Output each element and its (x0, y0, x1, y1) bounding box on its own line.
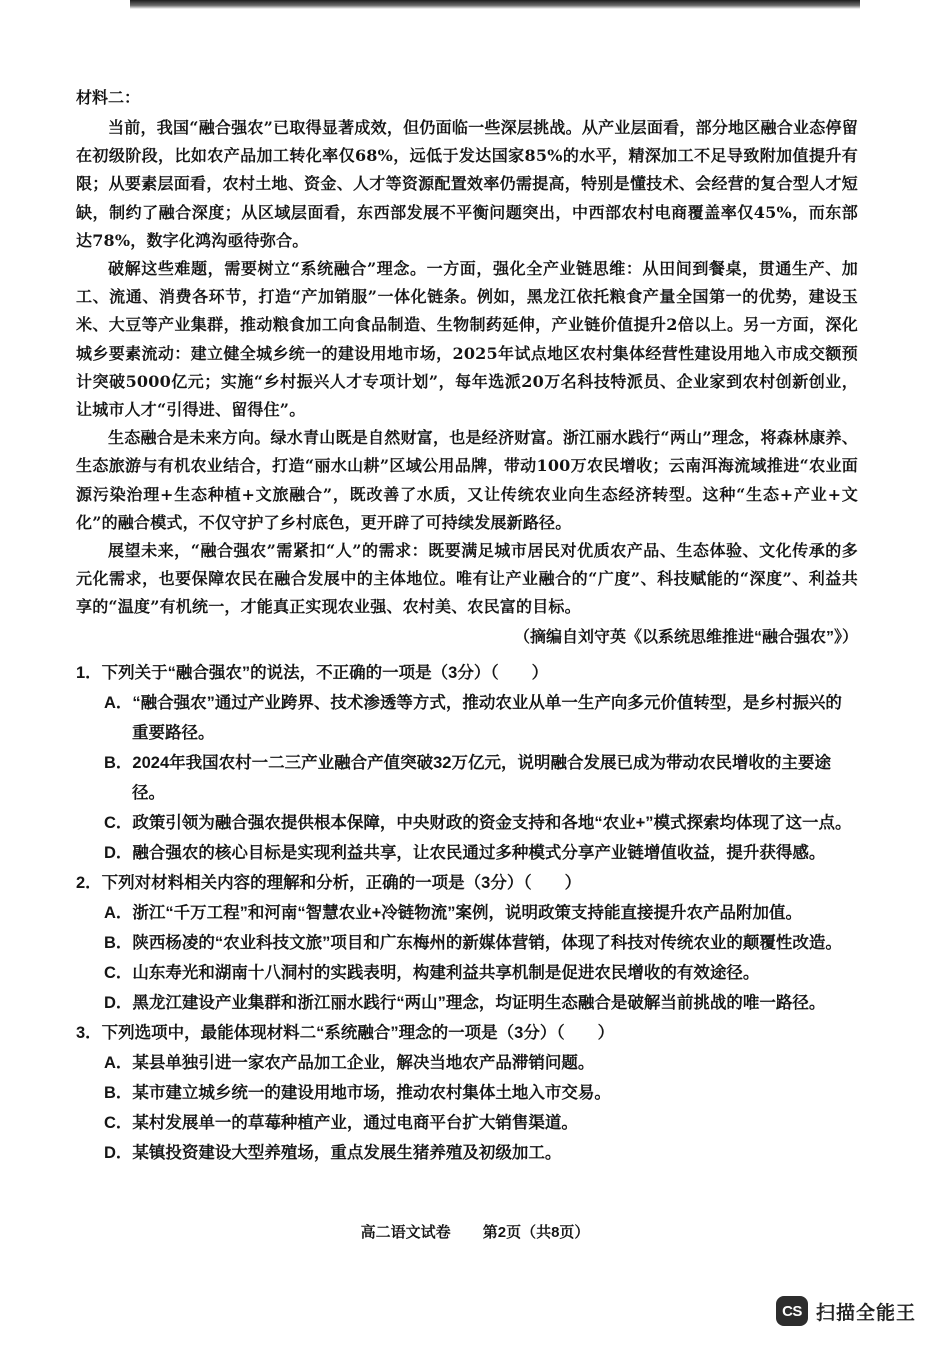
exam-page (76, 84, 858, 1168)
option-c: C．山东寿光和湖南十八洞村的实践表明，构建利益共享机制是促进农民增收的有效途径。 (104, 963, 760, 982)
option-c: C．政策引领为融合强农提供根本保障，中央财政的资金支持和各地“农业+”模式探索均体现了这一点。 (104, 813, 852, 832)
material-heading: 材料二： (76, 88, 141, 107)
question-stem: 2．下列对材料相关内容的理解和分析，正确的一项是（3分）（ ） (76, 873, 582, 892)
option-b: B．2024年我国农村一二三产业融合产值突破32万亿元，说明融合发展已成为带动农民增收的主要途径。 (104, 753, 831, 802)
camscanner-watermark (776, 1296, 916, 1326)
material-paragraph-2: 破解这些难题，需要树立“系统融合”理念。一方面，强化全产业链思维：从田间到餐桌，贯通生产、加工、流通、消费各环节，打造“产加销服”一体化链条。例如，黑龙江依托粮食产量全国第一的优势，建设玉米、大豆等产业集群，推动粮食加工向食品制造、生物制药延伸，产业链价值提升2倍以上。另一方面，深化城乡要素流动：建立健全城乡统一的建设用地市场，2025年试点地区农村集体经营性建设用地入市成交额预计突破5000亿元；实施“乡村振兴人才专项计划”，每年选派20万名科技特派员、企业家到农村创新创业，让城市人才“引得进、留得住”。 (76, 259, 858, 420)
option-d: D．某镇投资建设大型养殖场，重点发展生猪养殖及初级加工。 (104, 1143, 562, 1162)
material-source: （摘编自刘守英《以系统思维推进“融合强农”》） (513, 628, 858, 646)
option-a: A．某县单独引进一家农产品加工企业，解决当地农产品滞销问题。 (104, 1053, 595, 1072)
option-a: A．浙江“千万工程”和河南“智慧农业+冷链物流”案例，说明政策支持能直接提升农产品附加值。 (104, 903, 803, 922)
option-d: D．黑龙江建设产业集群和浙江丽水践行“两山”理念，均证明生态融合是破解当前挑战的唯一路径。 (104, 993, 826, 1012)
material-paragraph-3: 生态融合是未来方向。绿水青山既是自然财富，也是经济财富。浙江丽水践行“两山”理念，将森林康养、生态旅游与有机农业结合，打造“丽水山耕”区域公用品牌，带动100万农民增收；云南洱海流域推进“农业面源污染治理+生态种植+文旅融合”，既改善了水质，又让传统农业向生态经济转型。这种“生态+产业+文化”的融合模式，不仅守护了乡村底色，更开辟了可持续发展新路径。 (76, 428, 858, 532)
option-b: B．某市建立城乡统一的建设用地市场，推动农村集体土地入市交易。 (104, 1083, 611, 1102)
question-stem: 1．下列关于“融合强农”的说法，不正确的一项是（3分）（ ） (76, 663, 549, 682)
footer-page-number: 第2页（共8页） (482, 1224, 590, 1241)
option-b: B．陕西杨凌的“农业科技文旅”项目和广东梅州的新媒体营销，体现了科技对传统农业的颠覆性改造。 (104, 933, 842, 952)
option-a: A．“融合强农”通过产业跨界、技术渗透等方式，推动农业从单一生产向多元价值转型，是乡村振兴的重要路径。 (104, 693, 842, 742)
camscanner-brand-text: 扫描全能王 (816, 1302, 917, 1324)
question-2 (76, 868, 858, 1018)
option-d: D．融合强农的核心目标是实现利益共享，让农民通过多种模式分享产业链增值收益，提升获得感。 (104, 843, 826, 862)
scan-top-edge (130, 0, 860, 9)
question-list (76, 658, 858, 1168)
question-1 (76, 658, 858, 868)
option-c: C．某村发展单一的草莓种植产业，通过电商平台扩大销售渠道。 (104, 1113, 578, 1132)
camscanner-logo-icon: CS (776, 1296, 808, 1326)
material-paragraph-1: 当前，我国“融合强农”已取得显著成效，但仍面临一些深层挑战。从产业层面看，部分地区融合业态停留在初级阶段，比如农产品加工转化率仅68%，远低于发达国家85%的水平，精深加工不足导致附加值提升有限；从要素层面看，农村土地、资金、人才等资源配置效率仍需提高，特别是懂技术、会经营的复合型人才短缺，制约了融合深度；从区域层面看，东西部发展不平衡问题突出，中西部农村电商覆盖率仅45%，而东部达78%，数字化鸿沟亟待弥合。 (76, 118, 858, 250)
question-stem: 3．下列选项中，最能体现材料二“系统融合”理念的一项是（3分）（ ） (76, 1023, 615, 1042)
question-3 (76, 1018, 858, 1168)
footer-title: 高二语文试卷 (360, 1224, 451, 1241)
material-paragraph-4: 展望未来，“融合强农”需紧扣“人”的需求：既要满足城市居民对优质农产品、生态体验、文化传承的多元化需求，也要保障农民在融合发展中的主体地位。唯有让产业融合的“广度”、科技赋能的“深度”、利益共享的“温度”有机统一，才能真正实现农业强、农村美、农民富的目标。 (76, 541, 858, 617)
page-footer (0, 1221, 950, 1242)
